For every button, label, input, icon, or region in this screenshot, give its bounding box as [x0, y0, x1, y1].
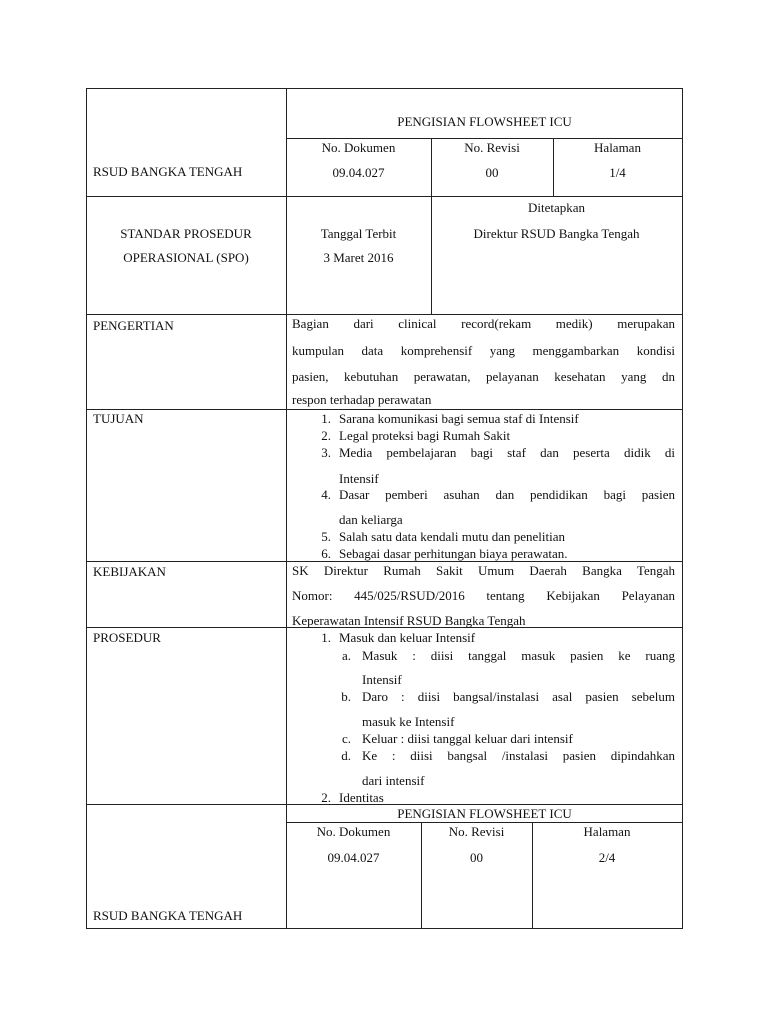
sub-list-letter: c.: [341, 731, 351, 746]
approved-label: Ditetapkan: [527, 200, 586, 215]
list-item: Sarana komunikasi bagi semua staf di Intensif: [339, 411, 579, 426]
list-item: Dasar pemberi asuhan dan pendidikan bagi pasien: [339, 487, 675, 502]
sub-list-item-cont: Intensif: [362, 672, 402, 687]
revision-value-page2: 00: [470, 850, 483, 865]
kebijakan-line: SK Direktur Rumah Sakit Umum Daerah Bangka Tengah: [292, 563, 675, 578]
list-item: Sebagai dasar perhitungan biaya perawatan.: [339, 546, 568, 561]
doc-number-label-page2: No. Dokumen: [316, 824, 391, 839]
document-title-page2: PENGISIAN FLOWSHEET ICU: [397, 806, 572, 821]
spo-title-line1: STANDAR PROSEDUR: [120, 226, 252, 241]
sub-list-letter: d.: [341, 748, 351, 763]
spo-title-line2: OPERASIONAL (SPO): [123, 250, 249, 265]
list-number: 1.: [321, 411, 331, 426]
kebijakan-line: Nomor: 445/025/RSUD/2016 tentang Kebijakan Pelayanan: [292, 588, 675, 603]
list-item: Legal proteksi bagi Rumah Sakit: [339, 428, 511, 443]
doc-number-label: No. Dokumen: [321, 140, 396, 155]
revision-value: 00: [485, 165, 499, 180]
list-item: Identitas: [339, 790, 384, 805]
pengertian-line: respon terhadap perawatan: [292, 392, 432, 407]
kebijakan-label: KEBIJAKAN: [93, 564, 166, 579]
doc-number-value-page2: 09.04.027: [327, 850, 380, 865]
list-item: Masuk dan keluar Intensif: [339, 630, 476, 645]
list-number: 2.: [321, 790, 331, 805]
list-number: 1.: [321, 630, 331, 645]
sub-list-item: Daro : diisi bangsal/instalasi asal pasien sebelum: [362, 689, 675, 704]
pengertian-line: kumpulan data komprehensif yang menggambarkan kondisi: [292, 343, 675, 358]
sub-list-letter: a.: [341, 648, 351, 663]
pengertian-line: Bagian dari clinical record(rekam medik) merupakan: [292, 316, 675, 331]
revision-label: No. Revisi: [464, 140, 520, 155]
list-number: 3.: [321, 445, 331, 460]
list-number: 2.: [321, 428, 331, 443]
prosedur-label: PROSEDUR: [93, 630, 161, 645]
revision-label-page2: No. Revisi: [448, 824, 505, 839]
list-item-cont: dan keliarga: [339, 512, 403, 527]
list-item: Media pembelajaran bagi staf dan peserta didik di: [339, 445, 675, 460]
sub-list-item-cont: dari intensif: [362, 773, 425, 788]
doc-number-value: 09.04.027: [332, 165, 385, 180]
issue-date-label: Tanggal Terbit: [320, 226, 397, 241]
approved-by: Direktur RSUD Bangka Tengah: [473, 226, 640, 241]
pengertian-line: pasien, kebutuhan perawatan, pelayanan kesehatan yang dn: [292, 369, 675, 384]
page-label-page2: Halaman: [583, 824, 631, 839]
sub-list-item-cont: masuk ke Intensif: [362, 714, 455, 729]
pengertian-label: PENGERTIAN: [93, 318, 174, 333]
page-value: 1/4: [609, 165, 626, 180]
sub-list-item: Masuk : diisi tanggal masuk pasien ke ruang: [362, 648, 675, 663]
sub-list-letter: b.: [341, 689, 351, 704]
page-label: Halaman: [594, 140, 641, 155]
sub-list-item: Keluar : diisi tanggal keluar dari intensif: [362, 731, 573, 746]
list-item-cont: Intensif: [339, 471, 379, 486]
list-number: 4.: [321, 487, 331, 502]
kebijakan-line: Keperawatan Intensif RSUD Bangka Tengah: [292, 613, 526, 628]
page-value-page2: 2/4: [598, 850, 616, 865]
issue-date-value: 3 Maret 2016: [323, 250, 394, 265]
tujuan-label: TUJUAN: [93, 411, 144, 426]
list-number: 6.: [321, 546, 331, 561]
hospital-name-page2: RSUD BANGKA TENGAH: [93, 908, 243, 923]
sub-list-item: Ke : diisi bangsal /instalasi pasien dipindahkan: [362, 748, 675, 763]
list-number: 5.: [321, 529, 331, 544]
hospital-name: RSUD BANGKA TENGAH: [93, 164, 243, 179]
document-title: PENGISIAN FLOWSHEET ICU: [397, 114, 572, 129]
list-item: Salah satu data kendali mutu dan penelitian: [339, 529, 565, 544]
